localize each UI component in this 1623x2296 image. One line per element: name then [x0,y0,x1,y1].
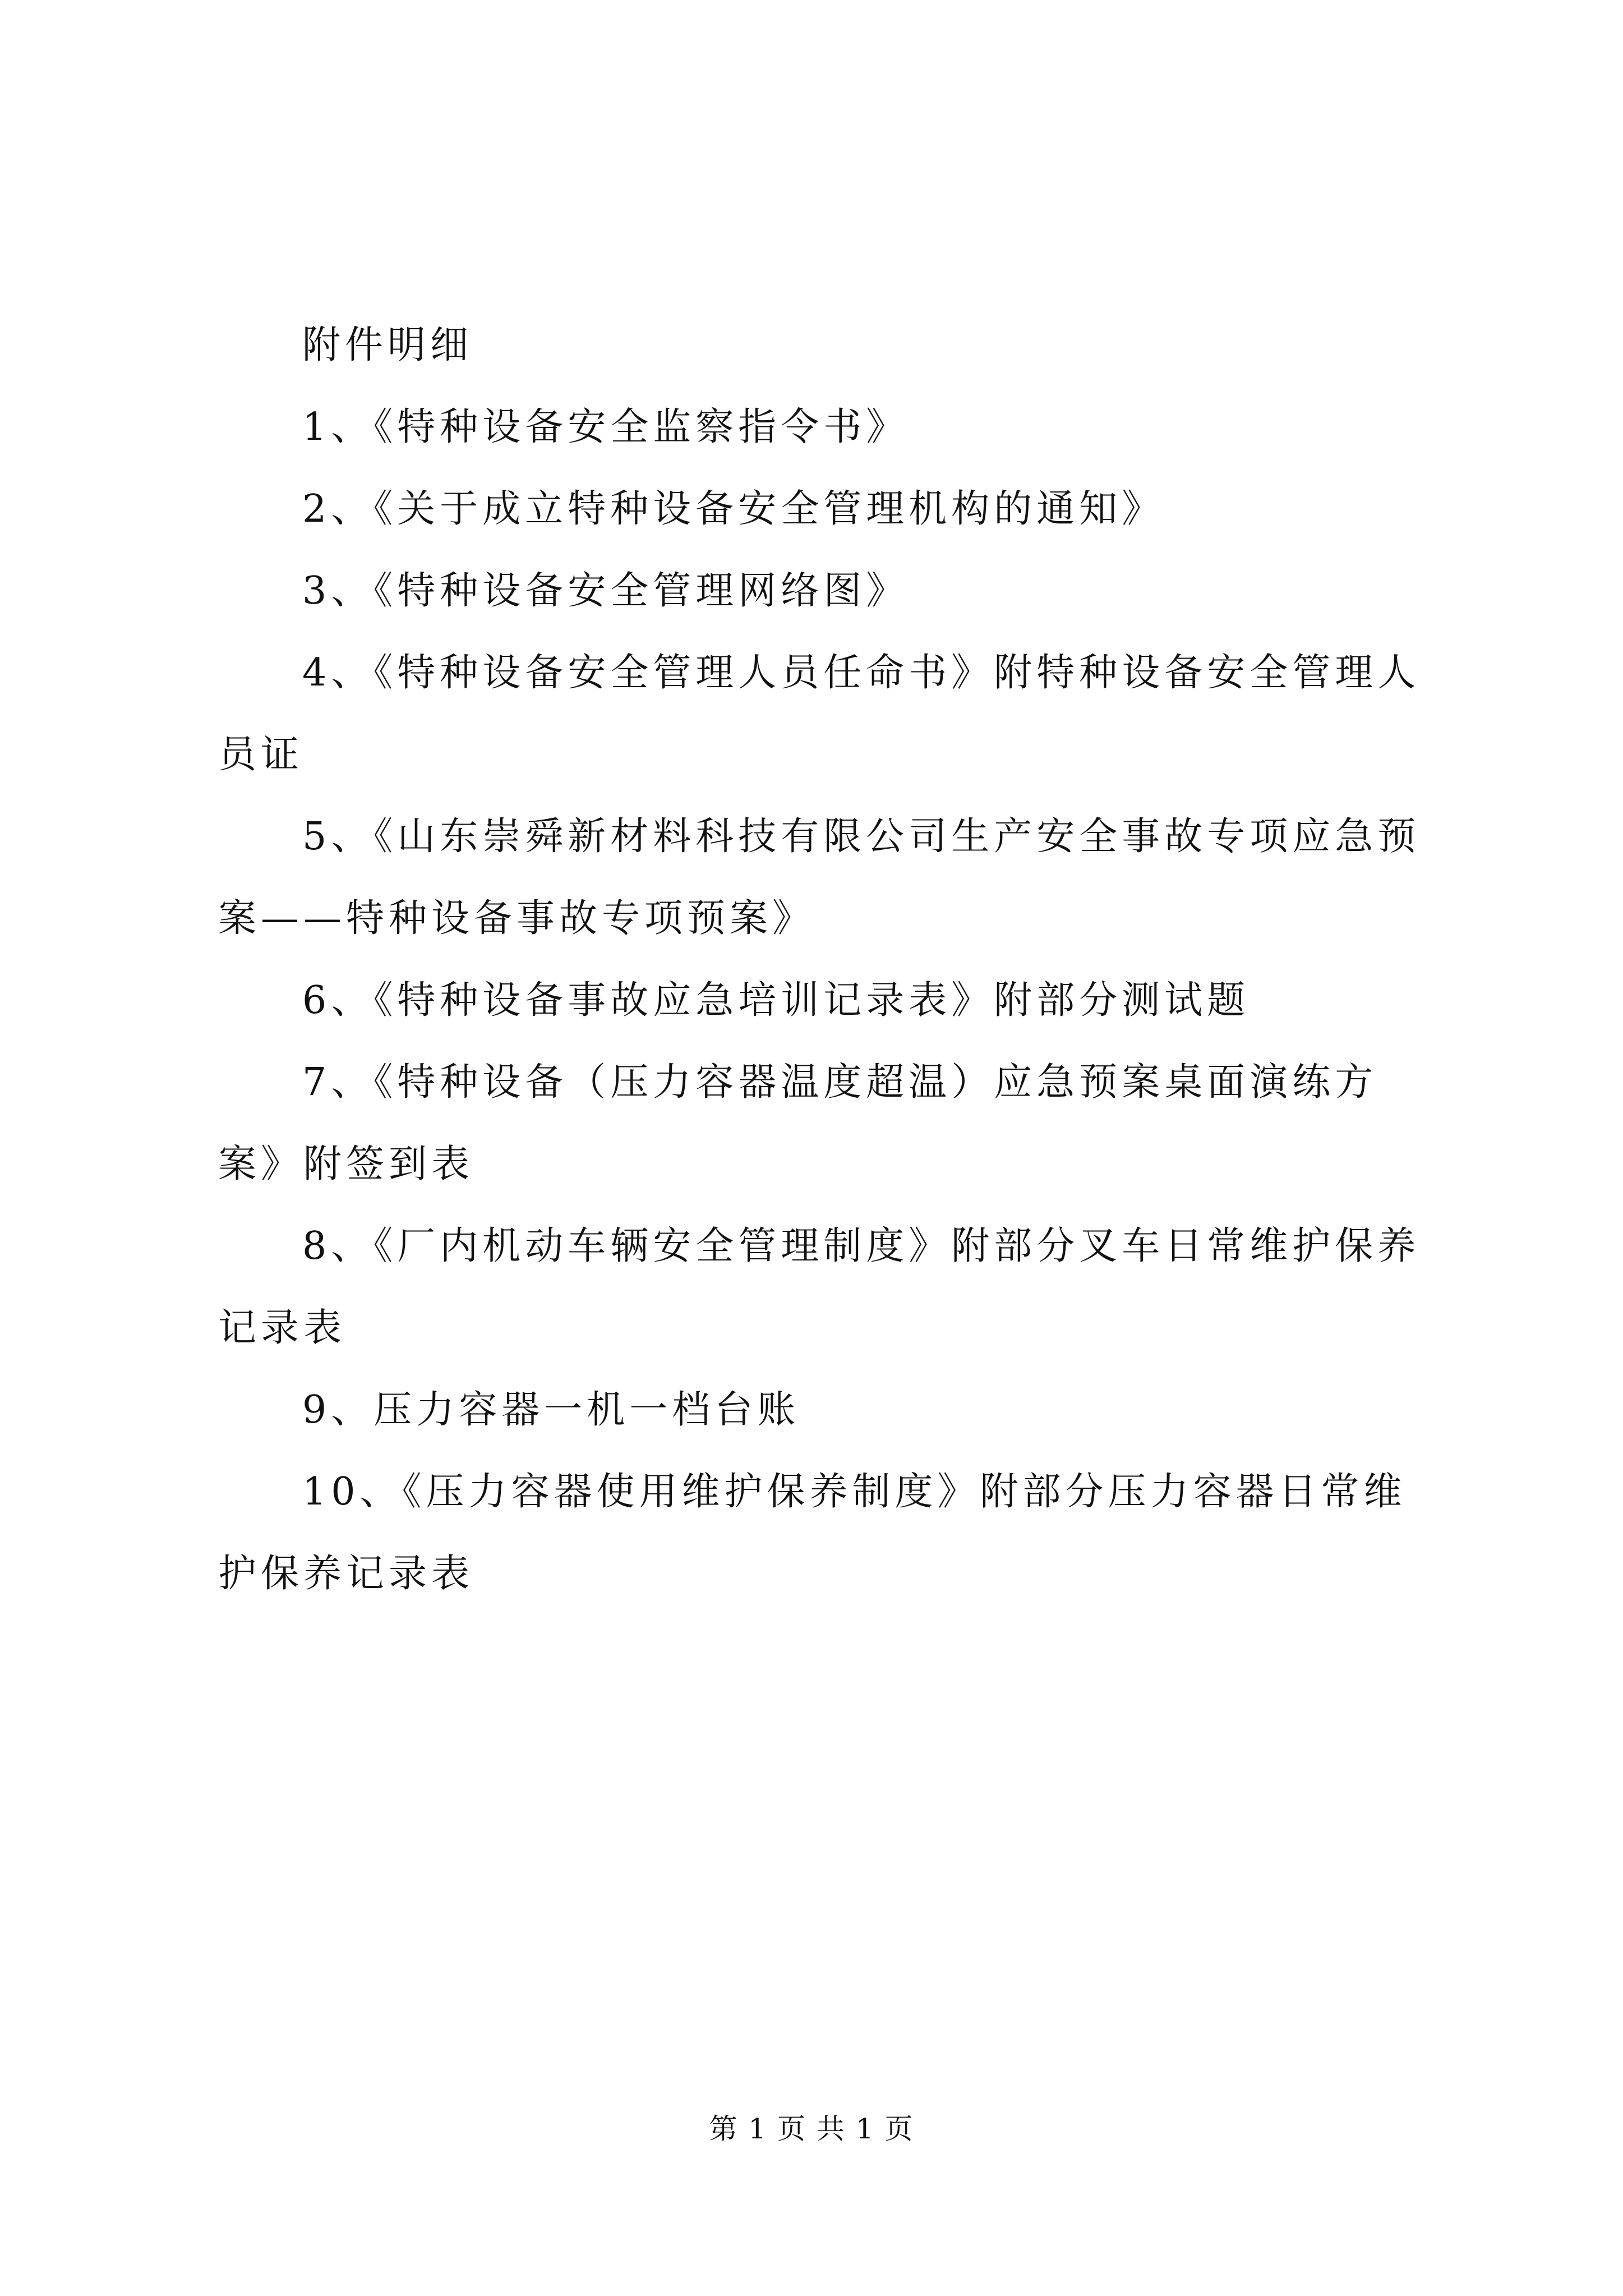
attachment-item-2: 2、《关于成立特种设备安全管理机构的通知》 [302,487,1165,531]
attachment-heading: 附件明细 [302,323,473,367]
attachment-item-8: 8、《厂内机动车辆安全管理制度》附部分叉车日常维护保养记录表 [218,1224,1421,1350]
attachment-item-1: 1、《特种设备安全监察指令书》 [302,405,909,449]
attachment-item-6: 6、《特种设备事故应急培训记录表》附部分测试题 [302,978,1250,1023]
attachment-item-4: 4、《特种设备安全管理人员任命书》附特种设备安全管理人员证 [218,651,1421,777]
attachment-item-5: 5、《山东崇舜新材料科技有限公司生产安全事故专项应急预案——特种设备事故专项预案》 [218,815,1421,941]
attachment-item-9: 9、压力容器一机一档台账 [302,1388,800,1432]
attachment-item-3: 3、《特种设备安全管理网络图》 [302,569,909,613]
attachment-item-10: 10、《压力容器使用维护保养制度》附部分压力容器日常维护保养记录表 [218,1470,1407,1596]
document-body [218,305,1435,1615]
attachment-item-7: 7、《特种设备（压力容器温度超温）应急预案桌面演练方案》附签到表 [218,1060,1378,1186]
page-footer: 第 1 页 共 1 页 [709,2113,914,2145]
